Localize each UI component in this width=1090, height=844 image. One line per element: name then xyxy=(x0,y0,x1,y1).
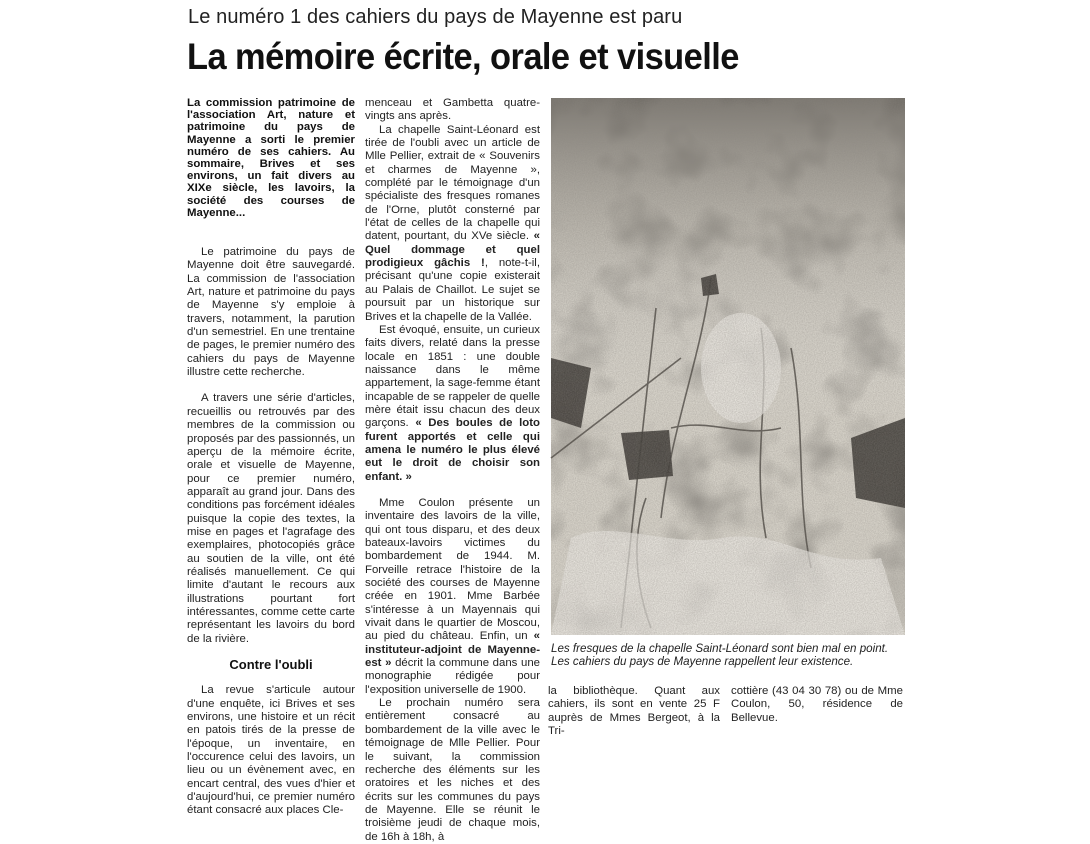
fresco-photo xyxy=(551,98,905,635)
article-headline: La mémoire écrite, orale et visuelle xyxy=(187,36,739,77)
text-run: décrit la commune dans une monographie rédigée pour l'exposition universelle de 1900. xyxy=(365,657,541,696)
fresco-photo-image xyxy=(551,98,905,635)
paragraph: Le prochain numéro sera entièrement consacré au bombardement de la ville avec le témoignage de Mlle Pellier. Pour le suivant, la commission recherche des éléments sur les oratoires et les niches et des écrits sur les communes du pays de Mayenne. Elle se réunit le troisième jeudi de chaque mois, de 16h à 18h, à xyxy=(365,697,540,843)
column-2 xyxy=(365,97,540,844)
paragraph: Le patrimoine du pays de Mayenne doit être sauvegardé. La commission de l'association Art, nature et patrimoine du pays de Mayenne s'y emploie à travers, notamment, la parution d'un semestriel. En une trentaine de pages, le premier numéro des cahiers du pays de Mayenne illustre cette recherche. xyxy=(187,246,355,379)
paragraph: A travers une série d'articles, recueillis ou retrouvés par des membres de la commission ou proposés par des passionnés, un aperçu de la mémoire écrite, orale et visuelle de Mayenne, pour ce premier numéro, apparaît au grand jour. Dans des conditions pas forcément idéales puisque la copie des textes, la mise en pages et l'agrafage des exemplaires, photocopiés grâce au soutien de la ville, ont été réalisés manuellement. Ce qui limite d'autant le recours aux illustrations pourtant fort intéressantes, comme cette carte représentant les lavoirs du bord de la rivière. xyxy=(187,392,355,645)
text-run: , note-t-il, précisant qu'une copie existerait au Palais de Chaillot. Le sujet se poursuit par un historique sur Brives et la chapelle de la Vallée. xyxy=(365,257,540,323)
paragraph xyxy=(365,124,540,324)
article-kicker: Le numéro 1 des cahiers du pays de Mayenne est paru xyxy=(188,6,683,28)
paragraph: cottière (43 04 30 78) ou de Mme Coulon, 50, résidence de Bellevue. xyxy=(731,685,903,724)
column-3-bottom xyxy=(548,685,720,738)
paragraph xyxy=(365,324,540,484)
text-run: La chapelle Saint-Léonard est tirée de l'oubli avec un article de Mlle Pellier, extrait de « Souvenirs et charmes de Mayenne », complété par le témoignage d'un spécialiste des fresques romanes de l'Orne, plutôt consterné par l'état de celles de la chapelle qui datent, pourtant, du XVe siècle. xyxy=(365,123,540,243)
quote-bold: « Quel dommage et quel prodigieux gâchis ! xyxy=(365,230,540,270)
column-4-bottom xyxy=(731,685,903,725)
text-run: Est évoqué, ensuite, un curieux faits divers, relaté dans la presse locale en 1851 : une double naissance dans le même appartement, la sage-femme étant incapable de se rappeler de quelle mère était issu chacun des deux garçons. xyxy=(365,323,540,430)
section-subhead: Contre l'oubli xyxy=(229,657,313,672)
quote-bold: « instituteur-adjoint de Mayenne-est » xyxy=(365,630,540,670)
paragraph: la bibliothèque. Quant aux cahiers, ils sont en vente 25 F auprès de Mmes Bergeot, à la Tri- xyxy=(548,685,720,738)
quote-bold: « Des boules de loto furent apportés et celle qui amena le numéro le plus élevé eut le droit de choisir son enfant. » xyxy=(365,417,540,483)
text-run: Mme Coulon présente un inventaire des lavoirs de la ville, qui ont tous disparu, et des deux bateaux-lavoirs victimes du bombardement de 1944. M. Forveille retrace l'histoire de la société des courses de Mayenne créée en 1901. Mme Barbée s'intéresse à un Mayennais qui vivait dans le quartier de Moscou, au pied du château. Enfin, un xyxy=(365,496,540,643)
paragraph xyxy=(365,497,540,697)
article-lead: La commission patrimoine de l'association Art, nature et patrimoine du pays de Mayenne a sorti le premier numéro de ses cahiers. Au sommaire, Brives et ses environs, un fait divers au XIXe siècle, les lavoirs, la société des courses de Mayenne... xyxy=(187,97,355,219)
paragraph: La revue s'articule autour d'une enquête, ici Brives et ses environs, une histoire et un récit en patois tirés de la presse de l'époque, un inventaire, en l'occurence celui des lavoirs, un lieu ou un évènement avec, en encart central, des vues d'hier et d'aujourd'hui, ce premier numéro étant consacré aux places Cle- xyxy=(187,684,355,817)
column-1 xyxy=(187,97,355,818)
photo-caption: Les fresques de la chapelle Saint-Léonard sont bien mal en point. Les cahiers du pays de Mayenne rappellent leur existence. xyxy=(551,642,889,668)
paragraph: menceau et Gambetta quatre-vingts ans après. xyxy=(365,97,540,123)
